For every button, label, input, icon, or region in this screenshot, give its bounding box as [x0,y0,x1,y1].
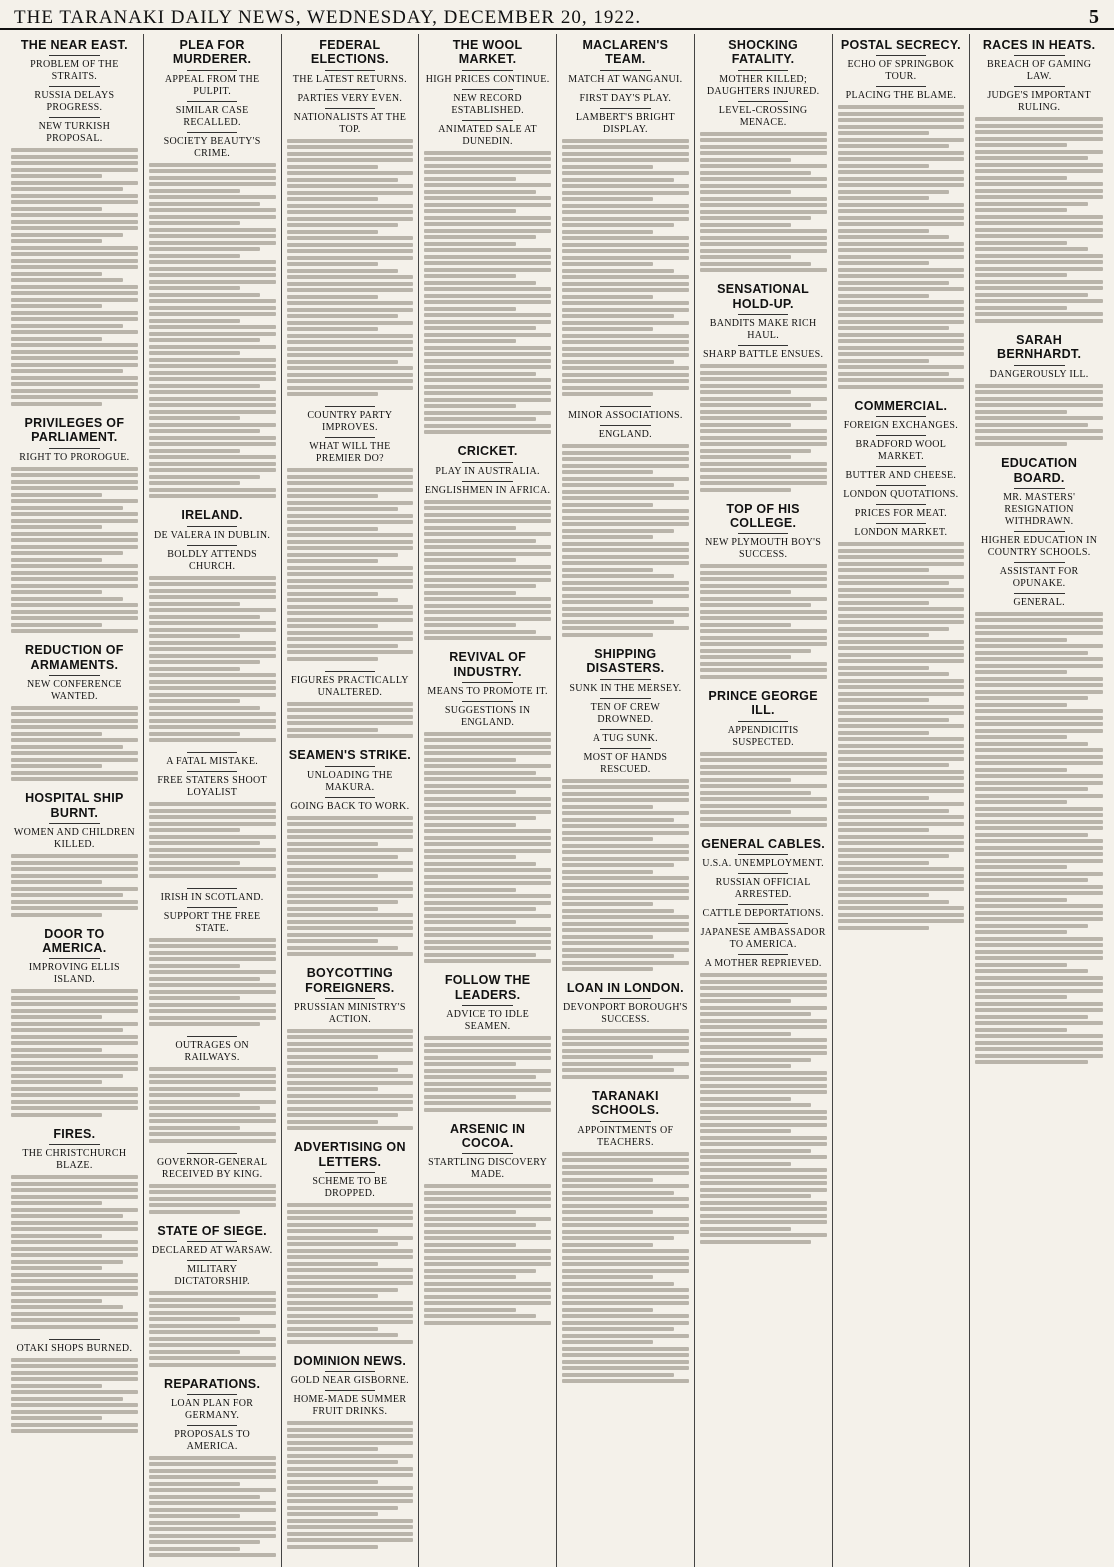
article-body-placeholder [11,467,138,634]
divider [49,1144,100,1145]
article-body-placeholder [287,816,414,957]
article-body-placeholder [149,163,276,499]
article-body-placeholder [149,802,276,878]
article-subheading: FOREIGN EXCHANGES. [843,420,959,432]
divider [600,698,651,699]
divider [1014,86,1065,87]
article-headline: ADVERTISING ON LETTERS. [293,1140,406,1169]
article [149,1153,276,1214]
masthead [0,0,1114,30]
article-body-placeholder [149,1291,276,1367]
article-headline: COMMERCIAL. [854,398,948,413]
divider [187,907,238,908]
article-subheading: APPENDICITIS SUSPECTED. [727,724,799,748]
article-subheading: PARTIES VERY EVEN. [297,92,403,104]
article-body-placeholder [11,1358,138,1434]
article-headline: SHOCKING FATALITY. [728,38,798,67]
article-headline: MACLAREN'S TEAM. [582,38,669,67]
article-subheading: APPEAL FROM THE PULPIT. [164,73,260,97]
article-subheading: RUSSIAN OFFICIAL ARRESTED. [715,877,811,901]
article [700,837,827,1244]
column-5 [557,34,695,1567]
divider [738,345,789,346]
article [562,981,689,1079]
article-subheading: STARTLING DISCOVERY MADE. [428,1157,548,1181]
article-subheading: PRUSSIAN MINISTRY'S ACTION. [294,1001,406,1025]
article-subheading: SUPPORT THE FREE STATE. [163,910,261,934]
article-subheading: NATIONALISTS AT THE TOP. [293,111,407,135]
article-body-placeholder [11,1175,138,1329]
divider [1014,488,1065,489]
divider [187,70,238,71]
article [287,1140,414,1343]
article-subheading: NEW CONFERENCE WANTED. [26,678,122,702]
divider [187,132,238,133]
divider [876,485,927,486]
article [287,748,414,956]
divider [1014,531,1065,532]
divider [876,466,927,467]
article [424,444,551,640]
article-subheading: WHAT WILL THE PREMIER DO? [309,441,391,465]
article-subheading: ECHO OF SPRINGBOK TOUR. [847,59,955,83]
article-headline: PLEA FOR MURDERER. [172,38,252,67]
article-body-placeholder [149,1456,276,1558]
article-body-placeholder [700,973,827,1244]
article-subheading: BUTTER AND CHEESE. [845,470,957,482]
article-headline: FOLLOW THE LEADERS. [444,973,531,1002]
article [287,966,414,1130]
article-subheading: MOST OF HANDS RESCUED. [583,751,668,775]
article [700,689,827,827]
article-subheading: PLACING THE BLAME. [845,90,957,102]
divider [462,481,513,482]
divider [462,701,513,702]
divider [876,523,927,524]
article [424,650,551,963]
article-body-placeholder [562,1029,689,1079]
article [11,643,138,781]
article-subheading: THE LATEST RETURNS. [292,73,407,85]
article-body-placeholder [838,542,965,930]
divider [49,1339,100,1340]
article [149,1377,276,1558]
article-subheading: A TUG SUNK. [592,732,658,744]
divider [462,1153,513,1154]
article-subheading: DE VALERA IN DUBLIN. [154,529,271,541]
article-headline: REPARATIONS. [164,1376,261,1391]
divider [187,526,238,527]
article-subheading: ENGLISHMEN IN AFRICA. [424,484,551,496]
article-body-placeholder [287,139,414,397]
divider [49,675,100,676]
article [562,38,689,396]
article-headline: CRICKET. [457,444,518,459]
article-subheading: LEVEL-CROSSING MENACE. [718,104,808,128]
article-headline: SARAH BERNHARDT. [997,332,1082,362]
divider [1014,55,1065,56]
article-headline: FIRES. [53,1126,96,1141]
article [975,456,1103,1064]
article-body-placeholder [11,706,138,782]
article-subheading: LAMBERT'S BRIGHT DISPLAY. [575,111,675,135]
article-body-placeholder [287,468,414,661]
divider [49,55,100,56]
article-subheading: MINOR ASSOCIATIONS. [568,410,683,422]
divider [462,682,513,683]
divider [600,425,651,426]
article-subheading: DEVONPORT BOROUGH'S SUCCESS. [562,1002,688,1026]
column-7 [833,34,971,1567]
article-subheading: LOAN PLAN FOR GERMANY. [171,1397,254,1421]
article-body-placeholder [838,105,965,389]
article [287,406,414,661]
divider [49,448,100,449]
article-headline: LOAN IN LONDON. [566,981,684,995]
article-headline: STATE OF SIEGE. [157,1223,267,1238]
article [149,1224,276,1367]
divider [325,406,376,407]
article [424,973,551,1111]
article [838,38,965,389]
divider [600,89,651,90]
article [700,502,827,679]
article-body-placeholder [975,384,1103,447]
article-subheading: MILITARY DICTATORSHIP. [174,1264,250,1287]
article-headline: HOSPITAL SHIP BURNT. [25,791,124,820]
article-subheading: OUTRAGES ON RAILWAYS. [175,1040,249,1064]
divider [49,86,100,87]
divider [187,771,238,772]
column-8 [970,34,1108,1567]
divider [325,1371,376,1372]
article-headline: THE NEAR EAST. [20,38,128,52]
article-subheading: NEW PLYMOUTH BOY'S SUCCESS. [705,537,822,561]
article-headline: PRIVILEGES OF PARLIAMENT. [24,415,125,445]
article-subheading: PROPOSALS TO AMERICA. [174,1428,250,1452]
divider [187,1036,238,1037]
article-body-placeholder [11,148,138,406]
article-subheading: HOME-MADE SUMMER FRUIT DRINKS. [293,1394,407,1417]
article-body-placeholder [424,732,551,964]
article-headline: BOYCOTTING FOREIGNERS. [305,966,395,995]
divider [600,70,651,71]
article-body-placeholder [11,989,138,1117]
article-subheading: GOVERNOR-GENERAL RECEIVED BY KING. [156,1156,268,1180]
article-subheading: U.S.A. UNEMPLOYMENT. [702,858,824,870]
divider [187,752,238,753]
article-subheading: MEANS TO PROMOTE IT. [427,685,548,697]
article-headline: GENERAL CABLES. [701,837,825,851]
article-subheading: DANGEROUSLY ILL. [989,368,1089,380]
divider [462,70,513,71]
article-subheading: FIGURES PRACTICALLY UNALTERED. [290,674,409,698]
article [562,406,689,637]
article [975,333,1103,446]
article-headline: THE WOOL MARKET. [452,38,523,67]
divider [738,533,789,534]
article-subheading: RIGHT TO PROROGUE. [19,451,130,463]
article-subheading: A FATAL MISTAKE. [166,756,259,768]
article-body-placeholder [975,117,1103,323]
divider [738,854,789,855]
column-6 [695,34,833,1567]
article-body-placeholder [424,151,551,435]
article-subheading: TEN OF CREW DROWNED. [590,701,661,725]
article-subheading: GOLD NEAR GISBORNE. [290,1375,409,1386]
article-subheading: DECLARED AT WARSAW. [151,1245,273,1256]
column-4 [419,34,557,1567]
article [149,1036,276,1143]
column-2 [144,34,282,1567]
article-subheading: GENERAL. [1013,596,1065,608]
article-subheading: BREACH OF GAMING LAW. [986,59,1092,83]
page-number: 5 [1089,6,1100,28]
article-body-placeholder [700,132,827,273]
article [287,1354,414,1549]
divider [325,89,376,90]
article-subheading: WOMEN AND CHILDREN KILLED. [13,827,135,851]
divider [187,545,238,546]
divider [49,117,100,118]
article-subheading: SHARP BATTLE ENSUES. [702,349,824,360]
divider [738,70,789,71]
article-subheading: A MOTHER REPRIEVED. [704,958,822,970]
divider [462,120,513,121]
divider [325,671,376,672]
article-headline: TARANAKI SCHOOLS. [591,1088,660,1118]
divider [600,1121,651,1122]
article [149,752,276,878]
divider [600,406,651,407]
divider [600,729,651,730]
article-subheading: HIGHER EDUCATION IN COUNTRY SCHOOLS. [981,534,1098,558]
article-body-placeholder [562,139,689,397]
article-subheading: ASSISTANT FOR OPUNAKE. [999,565,1079,589]
article-subheading: ADVICE TO IDLE SEAMEN. [446,1009,529,1033]
article-body-placeholder [11,854,138,917]
article-body-placeholder [975,612,1103,1065]
article-subheading: THE CHRISTCHURCH BLAZE. [22,1148,127,1172]
article-subheading: OTAKI SHOPS BURNED. [16,1342,133,1354]
article-headline: SENSATIONAL HOLD-UP. [717,282,810,311]
article-subheading: FIRST DAY'S PLAY. [579,92,672,104]
divider [187,1394,238,1395]
divider [738,314,789,315]
divider [187,101,238,102]
article-subheading: FREE STATERS SHOOT LOYALIST [157,775,267,799]
article-subheading: SUNK IN THE MERSEY. [569,682,682,694]
article [562,647,689,971]
article-body-placeholder [149,1184,276,1214]
article-subheading: RUSSIA DELAYS PROGRESS. [34,90,115,114]
article-subheading: UNLOADING THE MAKURA. [307,769,393,793]
divider [1014,562,1065,563]
divider [600,679,651,680]
divider [187,1260,238,1261]
article-headline: DOMINION NEWS. [293,1353,407,1368]
article-subheading: LONDON QUOTATIONS. [843,489,959,501]
article-subheading: SCHEME TO BE DROPPED. [312,1176,388,1200]
divider [876,435,927,436]
article-body-placeholder [149,1067,276,1143]
article-body-placeholder [424,1036,551,1112]
article-headline: EDUCATION BOARD. [1001,456,1078,485]
article-headline: SHIPPING DISASTERS. [586,646,665,676]
divider [49,823,100,824]
article-subheading: LONDON MARKET. [854,527,948,539]
article [149,508,276,742]
article [11,791,138,916]
article-subheading: NEW RECORD ESTABLISHED. [451,92,524,116]
article [700,38,827,272]
article-subheading: IMPROVING ELLIS ISLAND. [28,962,120,986]
divider [325,108,376,109]
article [424,38,551,434]
divider [600,108,651,109]
column-grid [0,30,1114,1452]
article-body-placeholder [562,779,689,972]
article-subheading: SOCIETY BEAUTY'S CRIME. [163,135,261,159]
article [11,1339,138,1434]
article-body-placeholder [700,364,827,492]
article-subheading: PRICES FOR MEAT. [854,508,947,520]
divider [187,1241,238,1242]
divider [187,888,238,889]
article [562,1089,689,1383]
article [11,927,138,1117]
divider [325,797,376,798]
article-body-placeholder [149,576,276,743]
divider [738,101,789,102]
article-headline: FEDERAL ELECTIONS. [310,38,389,67]
divider [462,1005,513,1006]
divider [187,1153,238,1154]
divider [876,504,927,505]
article [287,671,414,739]
article-headline: RACES IN HEATS. [982,38,1096,52]
article-headline: REVIVAL OF INDUSTRY. [449,650,527,679]
article [287,38,414,396]
divider [325,1172,376,1173]
article-headline: PRINCE GEORGE ILL. [708,688,818,718]
divider [462,462,513,463]
article-subheading: APPOINTMENTS OF TEACHERS. [577,1124,674,1148]
divider [876,416,927,417]
article-subheading: ANIMATED SALE AT DUNEDIN. [438,123,537,147]
article-headline: DOOR TO AMERICA. [42,926,107,955]
article-subheading: MATCH AT WANGANUI. [568,73,683,85]
article-subheading: PROBLEM OF THE STRAITS. [30,59,119,83]
divider [325,998,376,999]
divider [738,873,789,874]
article-subheading: IRISH IN SCOTLAND. [160,891,264,903]
divider [738,954,789,955]
article-subheading: SIMILAR CASE RECALLED. [175,104,249,128]
divider [600,998,651,999]
article-headline: ARSENIC IN COCOA. [450,1121,526,1150]
article-subheading: BRADFORD WOOL MARKET. [855,439,947,463]
divider [1014,593,1065,594]
article-subheading: CATTLE DEPORTATIONS. [702,908,824,920]
article-body-placeholder [287,1203,414,1344]
article-body-placeholder [562,1152,689,1384]
divider [325,437,376,438]
divider [738,923,789,924]
article-subheading: PLAY IN AUSTRALIA. [435,465,540,477]
article-subheading: GOING BACK TO WORK. [290,800,410,812]
article [11,416,138,633]
article-body-placeholder [287,702,414,739]
article-subheading: NEW TURKISH PROPOSAL. [38,121,111,145]
article [424,1122,551,1325]
divider [600,748,651,749]
divider [187,1425,238,1426]
column-1 [6,34,144,1567]
article [11,38,138,406]
article [700,282,827,491]
article-body-placeholder [424,500,551,641]
article-headline: SEAMEN'S STRIKE. [288,748,412,763]
article-headline: REDUCTION OF ARMAMENTS. [25,643,124,672]
article-body-placeholder [287,1421,414,1549]
article-body-placeholder [562,444,689,637]
article-subheading: BANDITS MAKE RICH HAUL. [709,318,817,341]
divider [1014,365,1065,366]
article-subheading: MOTHER KILLED; DAUGHTERS INJURED. [706,73,820,97]
article [11,1127,138,1329]
newspaper-title: THE TARANAKI DAILY NEWS, WEDNESDAY, DECEMBER 20, 1922. [14,7,642,28]
divider [876,55,927,56]
article-body-placeholder [287,1029,414,1131]
divider [738,721,789,722]
article-subheading: MR. MASTERS' RESIGNATION WITHDRAWN. [1003,491,1076,527]
article-headline: POSTAL SECRECY. [840,38,961,52]
article [975,38,1103,323]
article-subheading: BOLDLY ATTENDS CHURCH. [167,548,258,572]
article-body-placeholder [424,1184,551,1325]
divider [325,70,376,71]
divider [876,86,927,87]
divider [49,958,100,959]
article [149,38,276,498]
article-body-placeholder [700,564,827,679]
article-headline: IRELAND. [181,508,243,523]
article-subheading: JAPANESE AMBASSADOR TO AMERICA. [700,927,826,951]
article-subheading: COUNTRY PARTY IMPROVES. [307,410,393,434]
article [838,399,965,930]
divider [325,1390,376,1391]
article-subheading: HIGH PRICES CONTINUE. [425,73,550,85]
divider [738,904,789,905]
article [149,888,276,1027]
article-body-placeholder [149,938,276,1027]
article-subheading: JUDGE'S IMPORTANT RULING. [987,90,1091,114]
article-subheading: SUGGESTIONS IN ENGLAND. [444,704,531,728]
article-subheading: ENGLAND. [598,429,652,441]
divider [325,766,376,767]
article-body-placeholder [700,752,827,828]
article-headline: TOP OF HIS COLLEGE. [726,501,800,530]
column-3 [282,34,420,1567]
divider [462,89,513,90]
